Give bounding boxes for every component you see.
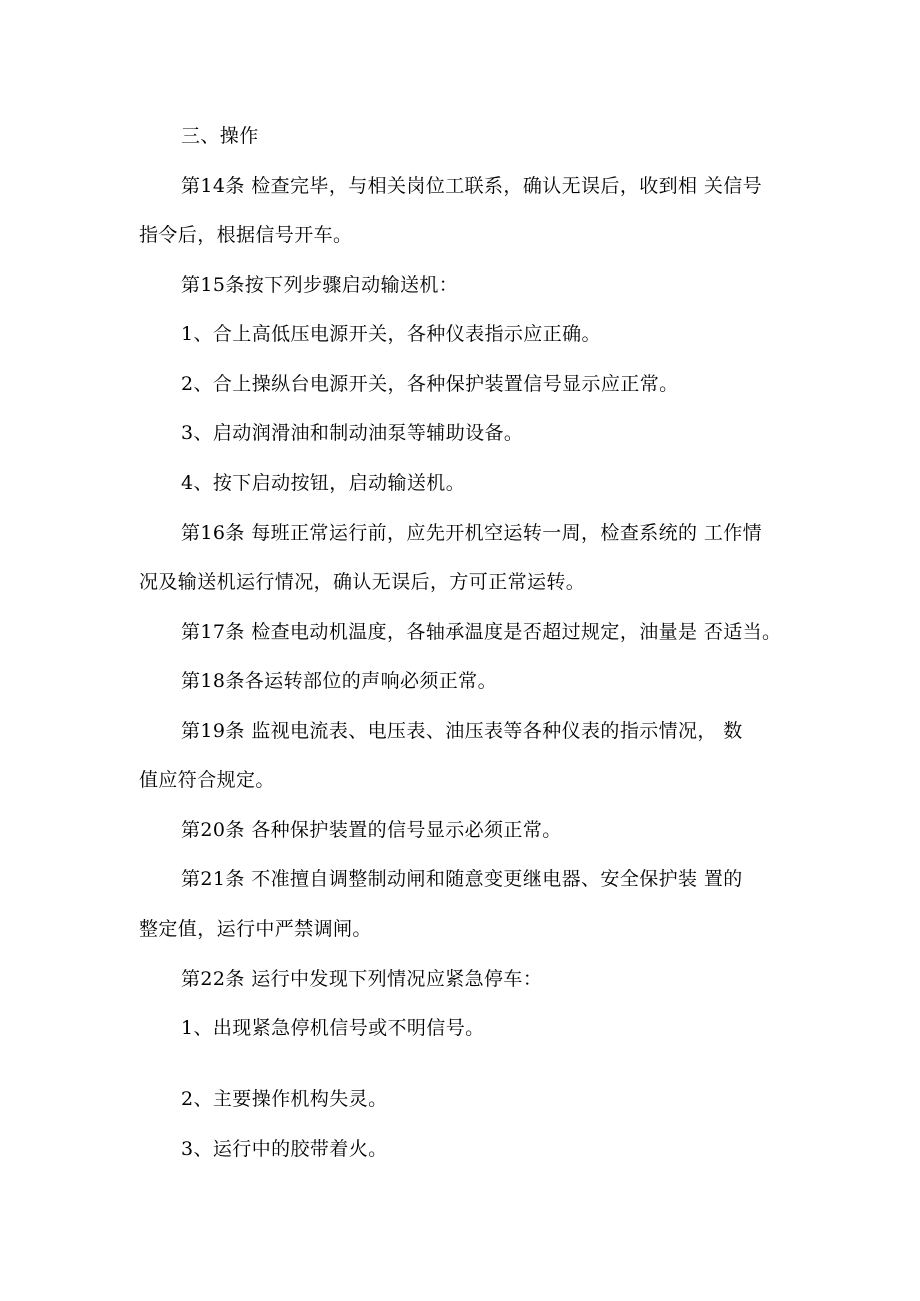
article-20: 第20条 各种保护装置的信号显示必须正常。 [181,819,562,841]
article-21-line-2: 整定值，运行中严禁调闸。 [139,918,372,940]
article-16-line-2: 况及输送机运行情况，确认无误后，方可正常运转。 [139,571,586,593]
step-15-1: 1、合上高低压电源开关，各种仪表指示应正确。 [181,323,601,345]
step-15-4: 4、按下启动按钮，启动输送机。 [181,472,466,494]
article-16-line-1: 第16条 每班正常运行前，应先开机空运转一周，检查系统的 工作情 [181,522,763,544]
article-22: 第22条 运行中发现下列情况应紧急停车： [181,968,543,990]
step-22-3: 3、运行中的胶带着火。 [181,1138,388,1160]
article-15: 第15条按下列步骤启动输送机： [181,274,459,296]
article-14-line-2: 指令后，根据信号开车。 [139,224,353,246]
article-21-line-1: 第21条 不准擅自调整制动闸和随意变更继电器、安全保护装 置的 [181,868,743,890]
article-17: 第17条 检查电动机温度，各轴承温度是否超过规定，油量是 否适当。 [181,621,782,643]
article-18: 第18条各运转部位的声响必须正常。 [181,670,497,692]
step-22-2: 2、主要操作机构失灵。 [181,1088,388,1110]
step-22-1: 1、出现紧急停机信号或不明信号。 [181,1017,485,1039]
step-15-2: 2、合上操纵台电源开关，各种保护装置信号显示应正常。 [181,373,679,395]
article-19-line-1: 第19条 监视电流表、电压表、油压表等各种仪表的指示情况， 数 [181,720,743,742]
article-14-line-1: 第14条 检查完毕，与相关岗位工联系，确认无误后，收到相 关信号 [181,175,763,197]
step-15-3: 3、启动润滑油和制动油泵等辅助设备。 [181,422,524,444]
article-19-line-2: 值应符合规定。 [139,769,275,791]
section-heading: 三、操作 [181,125,259,147]
